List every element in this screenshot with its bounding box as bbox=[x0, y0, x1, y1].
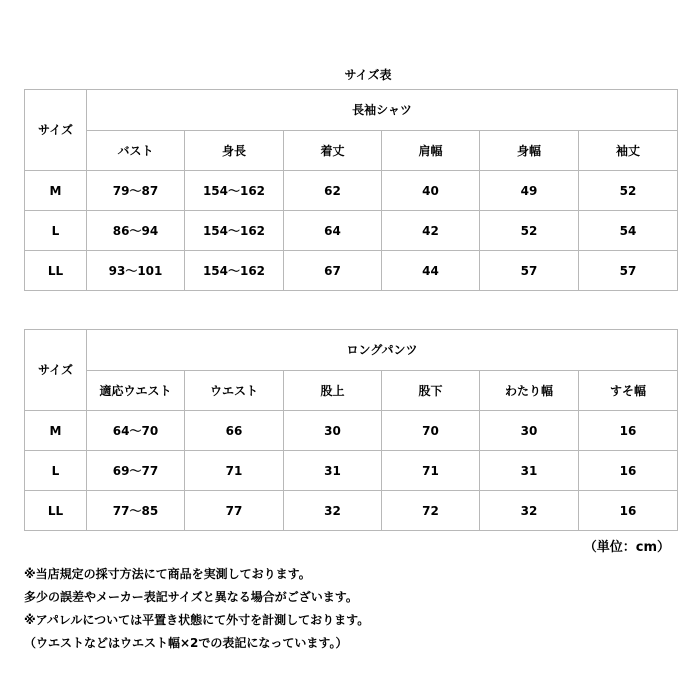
table-cell: 77～85 bbox=[87, 491, 185, 531]
column-header: 肩幅 bbox=[382, 131, 480, 171]
note-line: ※アパレルについては平置き状態にて外寸を計測しております。 bbox=[24, 613, 370, 627]
table-cell: 66 bbox=[185, 411, 284, 451]
pants-product-name: ロングパンツ bbox=[87, 330, 678, 371]
table-cell: 154～162 bbox=[185, 171, 284, 211]
table-row bbox=[25, 171, 678, 211]
table-cell: 154～162 bbox=[185, 211, 284, 251]
table-cell: 93～101 bbox=[87, 251, 185, 291]
size-label: LL bbox=[25, 491, 87, 531]
size-label: L bbox=[25, 451, 87, 491]
size-header-cell: サイズ bbox=[25, 90, 87, 171]
table-cell: 32 bbox=[284, 491, 382, 531]
table-row bbox=[25, 211, 678, 251]
column-header: ウエスト bbox=[185, 371, 284, 411]
table-cell: 71 bbox=[185, 451, 284, 491]
table-cell: 86～94 bbox=[87, 211, 185, 251]
table-cell: 57 bbox=[480, 251, 579, 291]
note-line: 多少の誤差やメーカー表記サイズと異なる場合がございます。 bbox=[24, 590, 358, 604]
table-cell: 30 bbox=[480, 411, 579, 451]
table-cell: 77 bbox=[185, 491, 284, 531]
table-cell: 30 bbox=[284, 411, 382, 451]
table-cell: 57 bbox=[579, 251, 678, 291]
page-title: サイズ表 bbox=[344, 68, 392, 82]
table-cell: 54 bbox=[579, 211, 678, 251]
size-label: M bbox=[25, 171, 87, 211]
column-header: 身幅 bbox=[480, 131, 579, 171]
table-cell: 72 bbox=[382, 491, 480, 531]
table-cell: 52 bbox=[579, 171, 678, 211]
table-cell: 16 bbox=[579, 411, 678, 451]
table-cell: 154～162 bbox=[185, 251, 284, 291]
table-cell: 16 bbox=[579, 491, 678, 531]
table-row bbox=[25, 451, 678, 491]
table-cell: 49 bbox=[480, 171, 579, 211]
column-header: 着丈 bbox=[284, 131, 382, 171]
table-cell: 69～77 bbox=[87, 451, 185, 491]
table-cell: 52 bbox=[480, 211, 579, 251]
table-cell: 31 bbox=[284, 451, 382, 491]
column-header: バスト bbox=[87, 131, 185, 171]
notes bbox=[24, 563, 369, 655]
column-header: 股下 bbox=[382, 371, 480, 411]
shirt-product-name: 長袖シャツ bbox=[87, 90, 678, 131]
size-label: M bbox=[25, 411, 87, 451]
size-header-cell: サイズ bbox=[25, 330, 87, 411]
note-line: （ウエストなどはウエスト幅×2での表記になっています。） bbox=[24, 636, 348, 650]
table-cell: 64 bbox=[284, 211, 382, 251]
shirt-size-table bbox=[24, 89, 678, 291]
table-row bbox=[25, 491, 678, 531]
table-cell: 79～87 bbox=[87, 171, 185, 211]
table-cell: 31 bbox=[480, 451, 579, 491]
pants-size-table bbox=[24, 329, 678, 531]
size-label: LL bbox=[25, 251, 87, 291]
note-line: ※当店規定の採寸方法にて商品を実測しております。 bbox=[24, 567, 311, 581]
table-row bbox=[25, 411, 678, 451]
table-cell: 32 bbox=[480, 491, 579, 531]
table-row bbox=[25, 251, 678, 291]
size-label: L bbox=[25, 211, 87, 251]
table-cell: 67 bbox=[284, 251, 382, 291]
table-cell: 42 bbox=[382, 211, 480, 251]
unit-label: （単位：cm） bbox=[583, 540, 670, 555]
column-header: 身長 bbox=[185, 131, 284, 171]
table-cell: 40 bbox=[382, 171, 480, 211]
column-header: 袖丈 bbox=[579, 131, 678, 171]
column-header: 股上 bbox=[284, 371, 382, 411]
table-cell: 71 bbox=[382, 451, 480, 491]
table-cell: 64～70 bbox=[87, 411, 185, 451]
table-cell: 62 bbox=[284, 171, 382, 211]
column-header: すそ幅 bbox=[579, 371, 678, 411]
table-cell: 70 bbox=[382, 411, 480, 451]
table-cell: 44 bbox=[382, 251, 480, 291]
column-header: わたり幅 bbox=[480, 371, 579, 411]
table-cell: 16 bbox=[579, 451, 678, 491]
column-header: 適応ウエスト bbox=[87, 371, 185, 411]
